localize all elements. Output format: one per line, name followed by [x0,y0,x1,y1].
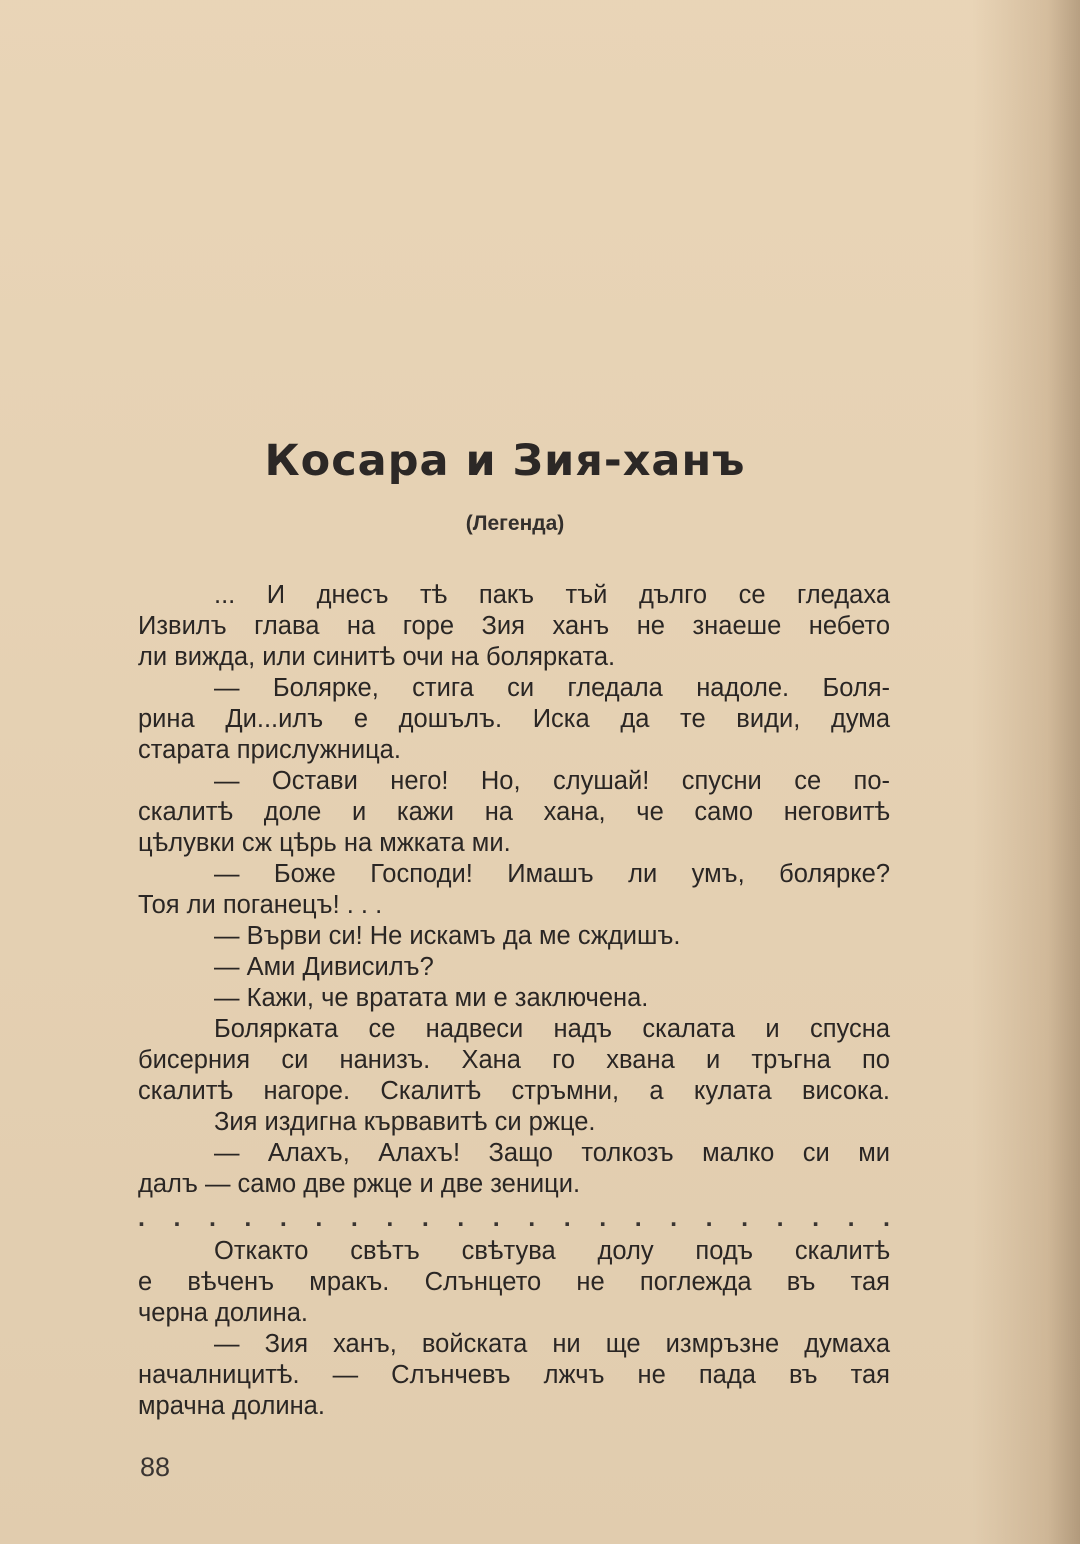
text-line: — Зия ханъ, войската ни ще измръзне думаха [214,1330,890,1358]
text-line: Извилъ глава на горе Зия ханъ не знаеше небето [138,612,890,640]
text-line: е вѣченъ мракъ. Слънцето не поглежда въ тая [138,1268,890,1296]
text-line: — Остави него! Но, слушай! спусни се по- [214,767,890,795]
body-text [138,580,890,1422]
page-title: Косара и Зия-ханъ [264,436,746,486]
page-number: 88 [140,1452,171,1482]
text-line: старата прислужница. [138,736,401,764]
text-block-1 [138,580,890,1200]
text-line: Тоя ли поганецъ! . . . [138,891,383,919]
text-line: далъ — само две ржце и две зеници. [138,1170,581,1198]
text-line: скалитѣ нагоре. Скалитѣ стръмни, а кулата висока. [138,1077,890,1105]
text-line: мрачна долина. [138,1392,325,1420]
text-line: — Ами Дивисилъ? [214,953,434,981]
text-line: — Кажи, че вратата ми е заключена. [214,984,649,1012]
text-line: Болярката се надвеси надъ скалата и спусна [214,1015,890,1043]
text-line: началницитѣ. — Слънчевъ лжчъ не пада въ тая [138,1361,890,1389]
text-line: рина Ди...илъ е дошълъ. Иска да те види, дума [138,705,890,733]
text-line: — Алахъ, Алахъ! Защо толкозъ малко си ми [214,1139,890,1167]
text-block-2 [138,1236,890,1422]
text-line: Зия издигна кървавитѣ си ржце. [214,1108,596,1136]
text-line: скалитѣ доле и кажи на хана, че само неговитѣ [138,798,890,826]
text-line: — Боже Господи! Имашъ ли умъ, болярке? [214,860,890,888]
text-line: — Върви си! Не искамъ да ме сждишъ. [214,922,681,950]
separator-dots: . . . . . . . . . . . . . . . . . . . . . . [138,1204,890,1232]
text-line: ли вижда, или синитѣ очи на болярката. [138,643,616,671]
text-line: — Болярке, стига си гледала надоле. Боля- [214,674,890,702]
text-line: бисерния си нанизъ. Хана го хвана и тръгна по [138,1046,890,1074]
text-line: Откакто свѣтъ свѣтува долу подъ скалитѣ [214,1237,890,1265]
text-line: ... И днесъ тѣ пакъ тъй дълго се гледаха [214,581,890,609]
text-line: черна долина. [138,1299,308,1327]
text-line: цѣлувки сж цѣрь на мжката ми. [138,829,511,857]
page-subtitle: (Легенда) [465,512,565,535]
